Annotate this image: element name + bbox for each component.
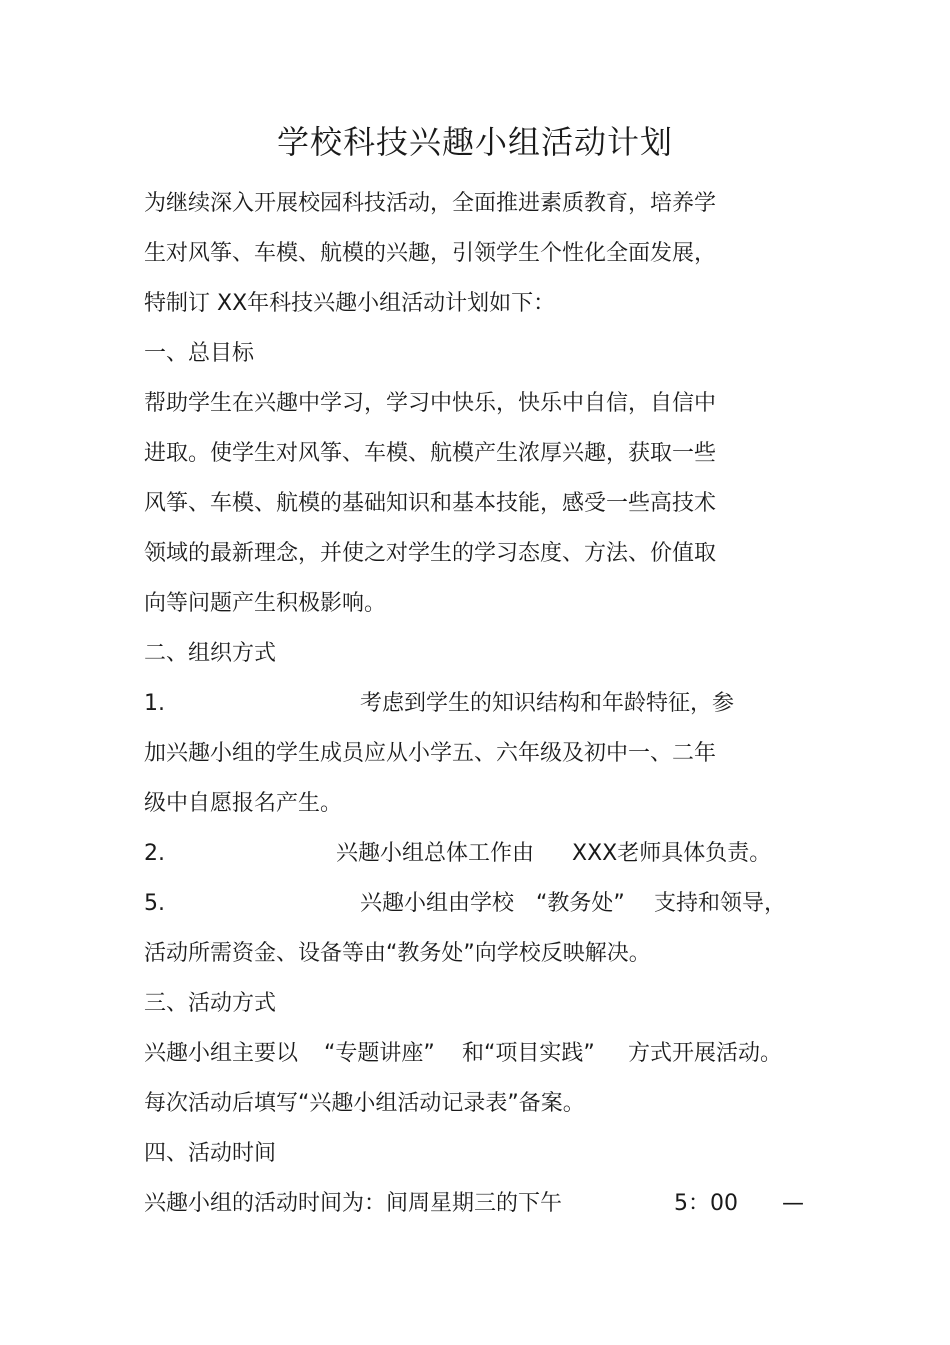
- section-1-line-2: 进取。使学生对风筝、车模、航模产生浓厚兴趣，获取一些: [144, 441, 717, 466]
- section-3-line-1-d: 方式开展活动。: [628, 1041, 783, 1066]
- intro-line-2: 生对风筝、车模、航模的兴趣，引领学生个性化全面发展，: [144, 241, 717, 266]
- section-3-line-1-a: 兴趣小组主要以: [144, 1041, 299, 1066]
- section-1-line-4: 领域的最新理念，并使之对学生的学习态度、方法、价值取: [144, 541, 717, 566]
- section-4-heading: 四、活动时间: [144, 1141, 277, 1166]
- section-2-item-2: [144, 836, 794, 872]
- item-1-text: 考虑到学生的知识结构和年龄特征，参: [360, 691, 735, 716]
- section-2-item-3: [144, 886, 794, 922]
- item-3-text-a: 兴趣小组由学校: [360, 891, 515, 916]
- section-1-line-5: 向等问题产生积极影响。: [144, 591, 387, 616]
- section-1-line-1: 帮助学生在兴趣中学习，学习中快乐，快乐中自信，自信中: [144, 391, 717, 416]
- section-2-item-1-continuation-2: 级中自愿报名产生。: [144, 791, 343, 816]
- item-3-number: 5.: [144, 891, 165, 916]
- item-2-text-a: 兴趣小组总体工作由: [336, 841, 535, 866]
- section-4-line-1: [144, 1186, 814, 1222]
- section-4-line-1-a: 兴趣小组的活动时间为：间周星期三的下午: [144, 1191, 563, 1216]
- item-2-text-b: XXX老师具体负责。: [572, 841, 772, 866]
- item-3-text-c: 支持和领导，: [654, 891, 787, 916]
- item-3-text-b: “教务处”: [536, 891, 625, 916]
- section-3-line-1-b: “专题讲座”: [324, 1041, 435, 1066]
- section-2-item-1: [144, 686, 794, 722]
- section-3-line-2: 每次活动后填写“兴趣小组活动记录表”备案。: [144, 1091, 585, 1116]
- item-2-number: 2.: [144, 841, 165, 866]
- section-3-line-1: [144, 1036, 804, 1072]
- section-3-heading: 三、活动方式: [144, 991, 277, 1016]
- document-title: 学校科技兴趣小组活动计划: [276, 123, 673, 161]
- section-2-heading: 二、组织方式: [144, 641, 277, 666]
- section-1-heading: 一、总目标: [144, 341, 255, 366]
- intro-line-1: 为继续深入开展校园科技活动，全面推进素质教育，培养学: [144, 191, 717, 216]
- section-1-line-3: 风筝、车模、航模的基础知识和基本技能，感受一些高技术: [144, 491, 717, 516]
- intro-line-3: 特制订 XX年科技兴趣小组活动计划如下：: [144, 291, 556, 316]
- section-2-item-3-continuation: 活动所需资金、设备等由“教务处”向学校反映解决。: [144, 941, 651, 966]
- section-3-line-1-c: 和“项目实践”: [462, 1041, 595, 1066]
- section-4-line-1-dash: —: [782, 1191, 804, 1216]
- section-2-item-1-continuation-1: 加兴趣小组的学生成员应从小学五、六年级及初中一、二年: [144, 741, 717, 766]
- section-4-line-1-time: 5：00: [674, 1191, 738, 1216]
- item-1-number: 1.: [144, 691, 165, 716]
